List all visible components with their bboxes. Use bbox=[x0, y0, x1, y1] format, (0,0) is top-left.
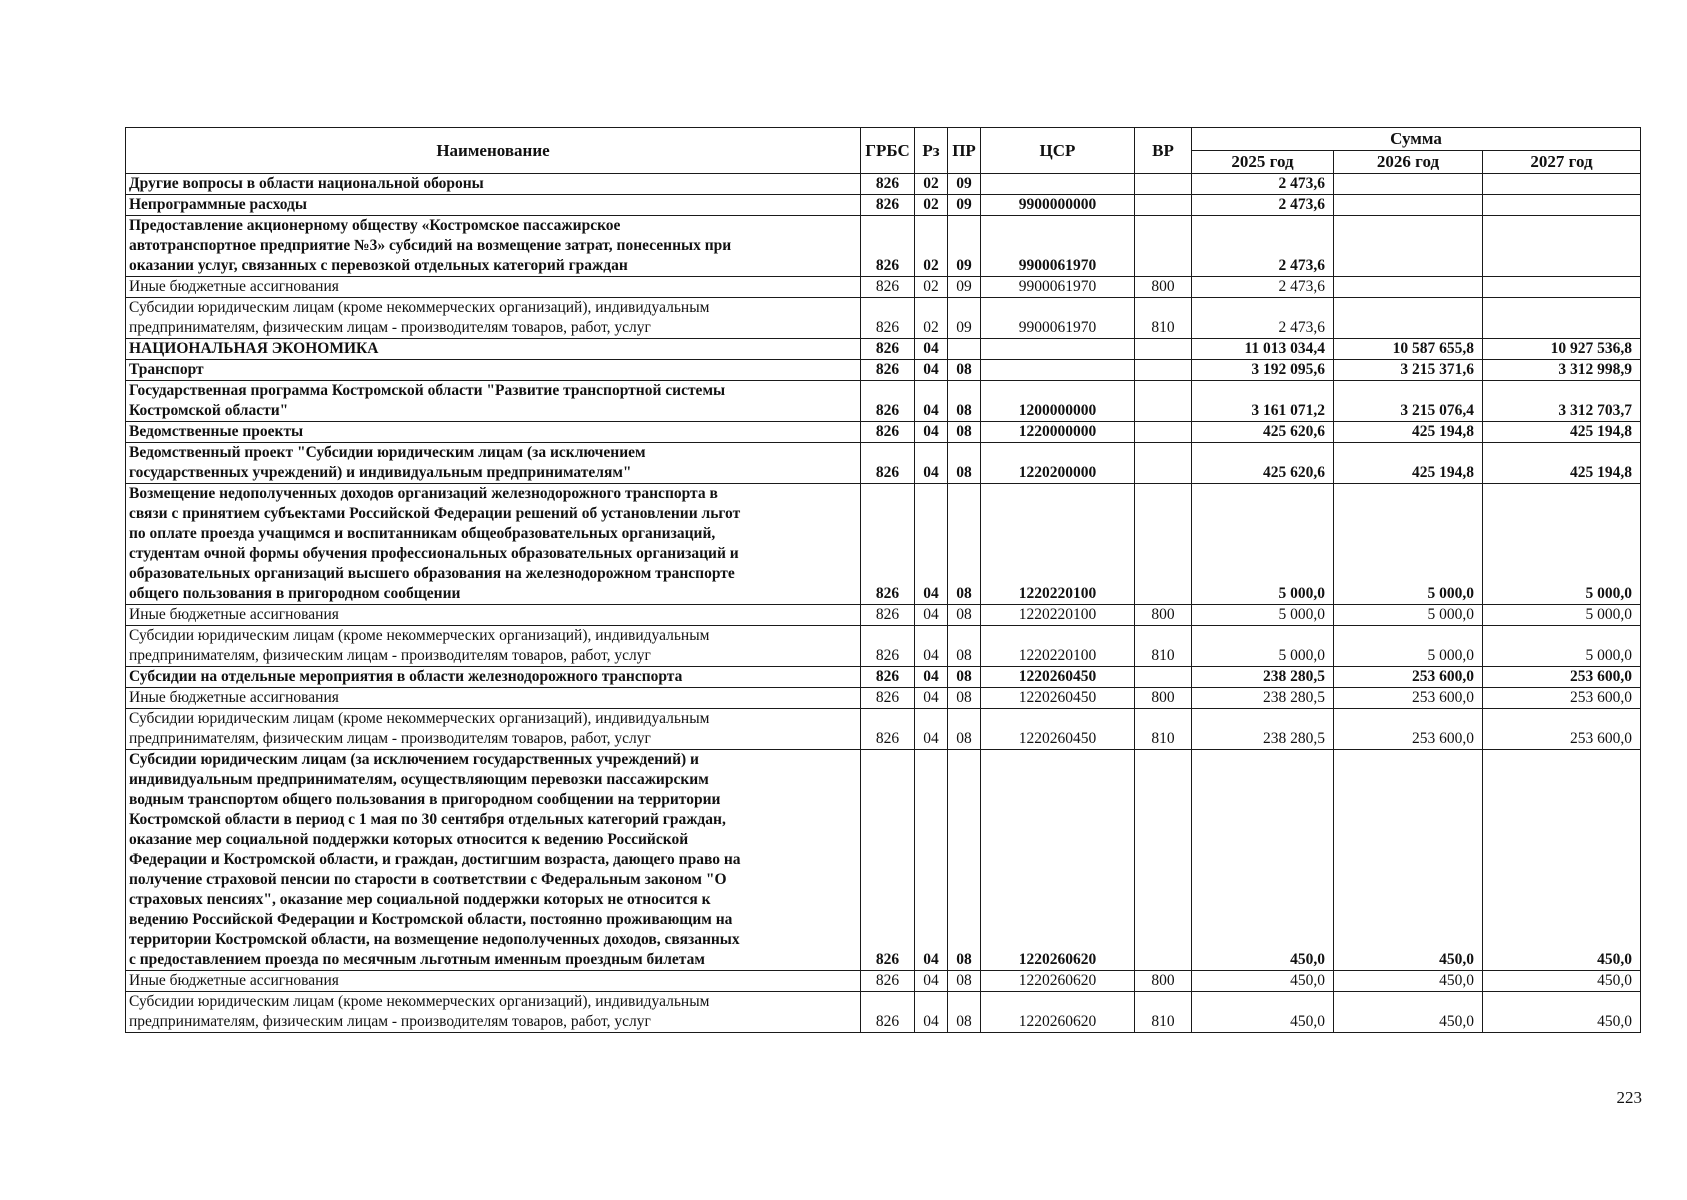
table-row bbox=[126, 298, 1641, 339]
cell-name: Субсидии на отдельные мероприятия в области железнодорожного транспорта bbox=[126, 667, 861, 688]
cell-grbs: 826 bbox=[861, 971, 915, 992]
cell-sum-2027: 425 194,8 bbox=[1483, 422, 1641, 443]
table-header bbox=[126, 128, 1641, 174]
cell-vr bbox=[1135, 667, 1192, 688]
cell-rz: 04 bbox=[915, 339, 948, 360]
cell-sum-2027: 450,0 bbox=[1483, 750, 1641, 971]
table-row bbox=[126, 605, 1641, 626]
cell-sum-2027: 5 000,0 bbox=[1483, 605, 1641, 626]
cell-vr bbox=[1135, 195, 1192, 216]
cell-vr: 810 bbox=[1135, 626, 1192, 667]
cell-sum-2027: 5 000,0 bbox=[1483, 626, 1641, 667]
table-row bbox=[126, 174, 1641, 195]
cell-pr: 08 bbox=[948, 667, 981, 688]
cell-pr bbox=[948, 339, 981, 360]
cell-csr: 1220260620 bbox=[981, 750, 1135, 971]
cell-csr: 1220260450 bbox=[981, 709, 1135, 750]
cell-csr: 1220260620 bbox=[981, 992, 1135, 1033]
cell-name: Другие вопросы в области национальной обороны bbox=[126, 174, 861, 195]
cell-vr bbox=[1135, 216, 1192, 277]
cell-sum-2026: 253 600,0 bbox=[1334, 688, 1483, 709]
cell-csr: 1220260450 bbox=[981, 688, 1135, 709]
header-pr: ПР bbox=[948, 128, 981, 174]
table-row bbox=[126, 422, 1641, 443]
cell-vr: 810 bbox=[1135, 298, 1192, 339]
header-year-2026: 2026 год bbox=[1334, 151, 1483, 174]
cell-pr: 08 bbox=[948, 626, 981, 667]
table-body bbox=[126, 174, 1641, 1033]
cell-pr: 08 bbox=[948, 360, 981, 381]
cell-vr bbox=[1135, 381, 1192, 422]
table-row bbox=[126, 709, 1641, 750]
cell-sum-2025: 5 000,0 bbox=[1192, 484, 1334, 605]
cell-csr bbox=[981, 360, 1135, 381]
table-row bbox=[126, 667, 1641, 688]
cell-rz: 04 bbox=[915, 971, 948, 992]
cell-vr: 800 bbox=[1135, 688, 1192, 709]
cell-pr: 08 bbox=[948, 971, 981, 992]
cell-sum-2026: 3 215 371,6 bbox=[1334, 360, 1483, 381]
cell-name: Субсидии юридическим лицам (кроме некоммерческих организаций), индивидуальным предпринимателям, физическим лицам - производителям товаров, работ, услуг bbox=[126, 626, 861, 667]
cell-name: Субсидии юридическим лицам (кроме некоммерческих организаций), индивидуальным предпринимателям, физическим лицам - производителям товаров, работ, услуг bbox=[126, 992, 861, 1033]
cell-grbs: 826 bbox=[861, 195, 915, 216]
cell-pr: 09 bbox=[948, 298, 981, 339]
budget-table bbox=[125, 127, 1641, 1033]
cell-rz: 04 bbox=[915, 626, 948, 667]
cell-grbs: 826 bbox=[861, 688, 915, 709]
cell-name: Ведомственные проекты bbox=[126, 422, 861, 443]
cell-sum-2026: 450,0 bbox=[1334, 750, 1483, 971]
cell-sum-2025: 425 620,6 bbox=[1192, 422, 1334, 443]
cell-rz: 04 bbox=[915, 605, 948, 626]
cell-rz: 02 bbox=[915, 195, 948, 216]
cell-vr bbox=[1135, 484, 1192, 605]
cell-rz: 02 bbox=[915, 174, 948, 195]
header-vr: ВР bbox=[1135, 128, 1192, 174]
cell-sum-2025: 238 280,5 bbox=[1192, 667, 1334, 688]
cell-pr: 08 bbox=[948, 484, 981, 605]
cell-csr: 1200000000 bbox=[981, 381, 1135, 422]
cell-sum-2027 bbox=[1483, 174, 1641, 195]
cell-grbs: 826 bbox=[861, 277, 915, 298]
cell-sum-2025: 3 192 095,6 bbox=[1192, 360, 1334, 381]
cell-csr: 9900061970 bbox=[981, 216, 1135, 277]
cell-vr: 800 bbox=[1135, 277, 1192, 298]
table-row bbox=[126, 216, 1641, 277]
cell-sum-2025: 2 473,6 bbox=[1192, 298, 1334, 339]
cell-sum-2025: 425 620,6 bbox=[1192, 443, 1334, 484]
cell-name: Возмещение недополученных доходов организаций железнодорожного транспорта в связи с принятием субъектами Российской Федерации решений об установлении льгот по оплате проезда учащимся и воспитанникам общеобразовательных организаций, студентам очной формы обучения профессиональных образовательных организаций и образовательных организаций высшего образования на железнодорожном транспорте общего пользования в пригородном сообщении bbox=[126, 484, 861, 605]
cell-pr: 08 bbox=[948, 992, 981, 1033]
cell-sum-2026 bbox=[1334, 195, 1483, 216]
table-row bbox=[126, 750, 1641, 971]
cell-sum-2027: 3 312 998,9 bbox=[1483, 360, 1641, 381]
cell-csr: 9900000000 bbox=[981, 195, 1135, 216]
header-sum: Сумма bbox=[1192, 128, 1641, 151]
cell-rz: 04 bbox=[915, 992, 948, 1033]
cell-rz: 04 bbox=[915, 667, 948, 688]
cell-rz: 02 bbox=[915, 298, 948, 339]
cell-grbs: 826 bbox=[861, 443, 915, 484]
cell-vr bbox=[1135, 339, 1192, 360]
cell-sum-2026: 450,0 bbox=[1334, 992, 1483, 1033]
table-row bbox=[126, 381, 1641, 422]
cell-sum-2026: 425 194,8 bbox=[1334, 422, 1483, 443]
cell-sum-2027: 10 927 536,8 bbox=[1483, 339, 1641, 360]
cell-sum-2026: 3 215 076,4 bbox=[1334, 381, 1483, 422]
cell-sum-2026: 5 000,0 bbox=[1334, 484, 1483, 605]
cell-sum-2027: 450,0 bbox=[1483, 992, 1641, 1033]
cell-pr: 09 bbox=[948, 216, 981, 277]
cell-sum-2026: 425 194,8 bbox=[1334, 443, 1483, 484]
cell-grbs: 826 bbox=[861, 298, 915, 339]
cell-sum-2025: 2 473,6 bbox=[1192, 277, 1334, 298]
cell-vr: 810 bbox=[1135, 709, 1192, 750]
cell-sum-2027: 253 600,0 bbox=[1483, 709, 1641, 750]
table-row bbox=[126, 992, 1641, 1033]
cell-pr: 08 bbox=[948, 605, 981, 626]
cell-sum-2027: 3 312 703,7 bbox=[1483, 381, 1641, 422]
cell-sum-2026: 5 000,0 bbox=[1334, 626, 1483, 667]
cell-grbs: 826 bbox=[861, 174, 915, 195]
cell-grbs: 826 bbox=[861, 992, 915, 1033]
cell-pr: 08 bbox=[948, 709, 981, 750]
cell-sum-2025: 11 013 034,4 bbox=[1192, 339, 1334, 360]
cell-rz: 02 bbox=[915, 277, 948, 298]
cell-sum-2025: 450,0 bbox=[1192, 750, 1334, 971]
header-csr: ЦСР bbox=[981, 128, 1135, 174]
cell-rz: 04 bbox=[915, 484, 948, 605]
cell-grbs: 826 bbox=[861, 339, 915, 360]
cell-name: Иные бюджетные ассигнования bbox=[126, 277, 861, 298]
header-grbs: ГРБС bbox=[861, 128, 915, 174]
cell-name: НАЦИОНАЛЬНАЯ ЭКОНОМИКА bbox=[126, 339, 861, 360]
cell-rz: 04 bbox=[915, 381, 948, 422]
table-row bbox=[126, 277, 1641, 298]
cell-pr: 09 bbox=[948, 195, 981, 216]
table-row bbox=[126, 443, 1641, 484]
cell-grbs: 826 bbox=[861, 667, 915, 688]
cell-csr: 1220220100 bbox=[981, 484, 1135, 605]
cell-sum-2027 bbox=[1483, 298, 1641, 339]
cell-sum-2025: 5 000,0 bbox=[1192, 626, 1334, 667]
cell-pr: 08 bbox=[948, 688, 981, 709]
cell-sum-2025: 2 473,6 bbox=[1192, 174, 1334, 195]
cell-sum-2026 bbox=[1334, 174, 1483, 195]
cell-csr: 1220220100 bbox=[981, 626, 1135, 667]
cell-name: Непрограммные расходы bbox=[126, 195, 861, 216]
cell-grbs: 826 bbox=[861, 605, 915, 626]
cell-sum-2025: 2 473,6 bbox=[1192, 216, 1334, 277]
cell-vr: 800 bbox=[1135, 971, 1192, 992]
cell-vr bbox=[1135, 360, 1192, 381]
cell-grbs: 826 bbox=[861, 626, 915, 667]
cell-sum-2025: 238 280,5 bbox=[1192, 688, 1334, 709]
header-name: Наименование bbox=[126, 128, 861, 174]
cell-vr bbox=[1135, 422, 1192, 443]
table-row bbox=[126, 339, 1641, 360]
cell-sum-2026: 10 587 655,8 bbox=[1334, 339, 1483, 360]
table-row bbox=[126, 484, 1641, 605]
cell-pr: 08 bbox=[948, 443, 981, 484]
cell-sum-2025: 2 473,6 bbox=[1192, 195, 1334, 216]
cell-grbs: 826 bbox=[861, 381, 915, 422]
cell-sum-2026 bbox=[1334, 216, 1483, 277]
cell-name: Субсидии юридическим лицам (за исключением государственных учреждений) и индивидуальным предпринимателям, осуществляющим перевозки пассажирским водным транспортом общего пользования в пригородном сообщении на территории Костромской области в период с 1 мая по 30 сентября отдельных категорий граждан, оказание мер социальной поддержки которых относится к ведению Российской Федерации и Костромской области, и граждан, достигшим возраста, дающего право на получение страховой пенсии по старости в соответствии с Федеральным законом "О страховых пенсиях", оказание мер социальной поддержки которых не относится к ведению Российской Федерации и Костромской области, постоянно проживающим на территории Костромской области, на возмещение недополученных доходов, связанных с предоставлением проезда по месячным льготным именным проездным билетам bbox=[126, 750, 861, 971]
cell-sum-2027: 425 194,8 bbox=[1483, 443, 1641, 484]
cell-csr bbox=[981, 339, 1135, 360]
cell-sum-2026 bbox=[1334, 277, 1483, 298]
cell-csr: 9900061970 bbox=[981, 277, 1135, 298]
cell-vr bbox=[1135, 443, 1192, 484]
cell-grbs: 826 bbox=[861, 709, 915, 750]
cell-name: Иные бюджетные ассигнования bbox=[126, 971, 861, 992]
cell-vr: 810 bbox=[1135, 992, 1192, 1033]
cell-sum-2025: 238 280,5 bbox=[1192, 709, 1334, 750]
cell-name: Иные бюджетные ассигнования bbox=[126, 605, 861, 626]
cell-name: Транспорт bbox=[126, 360, 861, 381]
cell-csr: 1220000000 bbox=[981, 422, 1135, 443]
table-row bbox=[126, 195, 1641, 216]
cell-pr: 08 bbox=[948, 750, 981, 971]
cell-pr: 08 bbox=[948, 422, 981, 443]
cell-rz: 04 bbox=[915, 360, 948, 381]
cell-sum-2026 bbox=[1334, 298, 1483, 339]
cell-vr bbox=[1135, 750, 1192, 971]
cell-csr: 9900061970 bbox=[981, 298, 1135, 339]
header-rz: Рз bbox=[915, 128, 948, 174]
cell-name: Государственная программа Костромской области "Развитие транспортной системы Костромской области" bbox=[126, 381, 861, 422]
cell-sum-2025: 450,0 bbox=[1192, 971, 1334, 992]
cell-csr: 1220220100 bbox=[981, 605, 1135, 626]
cell-sum-2025: 3 161 071,2 bbox=[1192, 381, 1334, 422]
cell-grbs: 826 bbox=[861, 484, 915, 605]
header-year-2027: 2027 год bbox=[1483, 151, 1641, 174]
cell-sum-2026: 5 000,0 bbox=[1334, 605, 1483, 626]
cell-sum-2026: 253 600,0 bbox=[1334, 667, 1483, 688]
cell-sum-2025: 450,0 bbox=[1192, 992, 1334, 1033]
cell-name: Субсидии юридическим лицам (кроме некоммерческих организаций), индивидуальным предпринимателям, физическим лицам - производителям товаров, работ, услуг bbox=[126, 709, 861, 750]
page-number: 223 bbox=[1616, 1088, 1642, 1107]
cell-rz: 04 bbox=[915, 422, 948, 443]
cell-sum-2026: 450,0 bbox=[1334, 971, 1483, 992]
cell-name: Предоставление акционерному обществу «Костромское пассажирское автотранспортное предприятие №3» субсидий на возмещение затрат, понесенных при оказании услуг, связанных с перевозкой отдельных категорий граждан bbox=[126, 216, 861, 277]
cell-pr: 08 bbox=[948, 381, 981, 422]
cell-grbs: 826 bbox=[861, 750, 915, 971]
cell-sum-2027: 450,0 bbox=[1483, 971, 1641, 992]
cell-sum-2027 bbox=[1483, 195, 1641, 216]
cell-vr bbox=[1135, 174, 1192, 195]
cell-grbs: 826 bbox=[861, 216, 915, 277]
cell-sum-2027: 5 000,0 bbox=[1483, 484, 1641, 605]
cell-csr: 1220260620 bbox=[981, 971, 1135, 992]
cell-sum-2027: 253 600,0 bbox=[1483, 667, 1641, 688]
cell-sum-2027 bbox=[1483, 216, 1641, 277]
cell-name: Субсидии юридическим лицам (кроме некоммерческих организаций), индивидуальным предпринимателям, физическим лицам - производителям товаров, работ, услуг bbox=[126, 298, 861, 339]
cell-csr bbox=[981, 174, 1135, 195]
header-year-2025: 2025 год bbox=[1192, 151, 1334, 174]
cell-name: Ведомственный проект "Субсидии юридическим лицам (за исключением государственных учреждений) и индивидуальным предпринимателям" bbox=[126, 443, 861, 484]
cell-rz: 04 bbox=[915, 688, 948, 709]
cell-rz: 04 bbox=[915, 709, 948, 750]
cell-grbs: 826 bbox=[861, 360, 915, 381]
cell-grbs: 826 bbox=[861, 422, 915, 443]
cell-sum-2026: 253 600,0 bbox=[1334, 709, 1483, 750]
cell-pr: 09 bbox=[948, 174, 981, 195]
cell-name: Иные бюджетные ассигнования bbox=[126, 688, 861, 709]
table-row bbox=[126, 971, 1641, 992]
cell-rz: 04 bbox=[915, 750, 948, 971]
cell-sum-2025: 5 000,0 bbox=[1192, 605, 1334, 626]
cell-csr: 1220260450 bbox=[981, 667, 1135, 688]
table-row bbox=[126, 688, 1641, 709]
cell-sum-2027 bbox=[1483, 277, 1641, 298]
cell-rz: 02 bbox=[915, 216, 948, 277]
cell-pr: 09 bbox=[948, 277, 981, 298]
table-row bbox=[126, 360, 1641, 381]
cell-csr: 1220200000 bbox=[981, 443, 1135, 484]
cell-sum-2027: 253 600,0 bbox=[1483, 688, 1641, 709]
table-row bbox=[126, 626, 1641, 667]
cell-vr: 800 bbox=[1135, 605, 1192, 626]
cell-rz: 04 bbox=[915, 443, 948, 484]
